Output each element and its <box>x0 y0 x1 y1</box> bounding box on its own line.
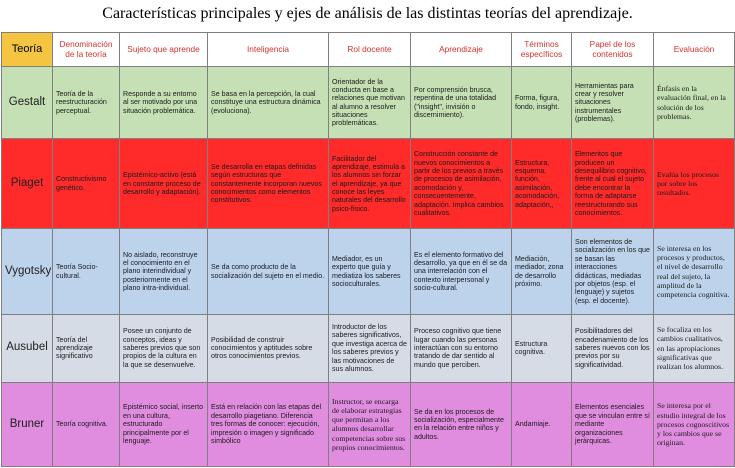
cell-inteligencia: Se da como producto de la socialización del sujeto en el medio. <box>208 229 329 314</box>
cell-contenidos: Posibilitadores del encadenamiento de los saberes nuevos con los previos por su significatividad. <box>572 314 654 382</box>
table-row <box>2 139 735 229</box>
header-contenidos: Papel de los contenidos <box>572 33 654 67</box>
header-evaluacion: Evaluación <box>654 33 735 67</box>
cell-sujeto: Epistémico social, inserto en una cultura, estructurado principalmente por el lenguaje. <box>120 382 208 466</box>
cell-denominacion: Constructivismo genético. <box>53 139 120 229</box>
cell-denominacion: Teoría de la reestructuración perceptual. <box>53 67 120 139</box>
cell-rol-docente: Introductor de los saberes significativos, que investiga acerca de los saberes previos y las motivaciones de sus alumnos. <box>329 314 411 382</box>
cell-rol-docente: Mediador, es un experto que guía y mediatiza los saberes socioculturales. <box>329 229 411 314</box>
cell-inteligencia: Se basa en la percepción, la cual constituye una estructura dinámica (evoluciona). <box>208 67 329 139</box>
cell-inteligencia: Posibilidad de construir conocimientos y aptitudes sobre otros conocimientos previos. <box>208 314 329 382</box>
theory-name: Gestalt <box>2 67 53 139</box>
cell-evaluacion: Se focaliza en los cambios cualitativos, en las apropiaciones significativas que realizan los alumnos. <box>654 314 735 382</box>
theories-table <box>1 32 735 467</box>
cell-terminos: Estructura cognitiva. <box>512 314 572 382</box>
table-row <box>2 314 735 382</box>
header-sujeto: Sujeto que aprende <box>120 33 208 67</box>
cell-contenidos: Herramientas para crear y resolver situaciones instrumentales (problemas). <box>572 67 654 139</box>
header-teoria: Teoría <box>2 33 53 67</box>
cell-rol-docente: Facilitador del aprendizaje, estimula a los alumnos sin forzar el aprendizaje, ya que conoce las leyes naturales del desarrollo psico-físico. <box>329 139 411 229</box>
table-row <box>2 382 735 466</box>
cell-aprendizaje: Proceso cognitivo que tiene lugar cuando las personas interactúan con su entorno tratando de dar sentido al mundo que perciben. <box>411 314 512 382</box>
cell-denominacion: Teoría cognitiva. <box>53 382 120 466</box>
header-rol-docente: Rol docente <box>329 33 411 67</box>
cell-aprendizaje: Por comprensión brusca, repentina de una totalidad ("insight", invisión o discernimiento). <box>411 67 512 139</box>
cell-contenidos: Elementos que producen un desequilibrio cognitivo, frente al cual el sujeto debe encontrar la forma de adaptarse reestructurando sus conocimientos. <box>572 139 654 229</box>
theory-name: Vygotsky <box>2 229 53 314</box>
cell-terminos: Forma, figura, fondo, insight. <box>512 67 572 139</box>
page-title: Características principales y ejes de análisis de las distintas teorías del aprendizaje. <box>102 5 633 22</box>
cell-sujeto: Epistémico-activo (está en constante proceso de desarrollo y adaptación). <box>120 139 208 229</box>
cell-sujeto: No aislado, reconstruye el conocimiento en el plano interindividual y posteriormente en el plano intra-individual. <box>120 229 208 314</box>
cell-terminos: Mediación, mediador, zona de desarrollo próximo. <box>512 229 572 314</box>
cell-sujeto: Responde a su entorno al ser motivado por una situación problemática. <box>120 67 208 139</box>
header-terminos: Términos específicos <box>512 33 572 67</box>
cell-terminos: Estructura, esquema, función, asimilación, acomodación, adaptación,, <box>512 139 572 229</box>
cell-evaluacion: Énfasis en la evaluación final, en la solución de los problemas. <box>654 67 735 139</box>
cell-contenidos: Elementos esenciales que se vinculan entre sí mediante organizaciones jerárquicas. <box>572 382 654 466</box>
cell-contenidos: Son elementos de socialización en los que se basan las interacciones didácticas, mediadas por objetos (esp. el lenguaje) y sujetos (esp. el docente). <box>572 229 654 314</box>
theory-name: Bruner <box>2 382 53 466</box>
cell-aprendizaje: Se da en los procesos de socialización, especialmente en la relación entre niños y adultos. <box>411 382 512 466</box>
cell-evaluacion: Evalúa los procesos por sobre los resultados. <box>654 139 735 229</box>
cell-terminos: Andamiaje. <box>512 382 572 466</box>
cell-evaluacion: Se interesa por el estudio integral de los procesos cognoscitivos y los cambios que se originan. <box>654 382 735 466</box>
theory-name: Ausubel <box>2 314 53 382</box>
theory-name: Piaget <box>2 139 53 229</box>
cell-inteligencia: Se desarrolla en etapas definidas según estructuras que constantemente incorporan nuevos conocimientos como elementos constitutivos. <box>208 139 329 229</box>
cell-rol-docente: Orientador de la conducta en base a relaciones que motivan al alumno a resolver situaciones problemáticas. <box>329 67 411 139</box>
cell-aprendizaje: Es el elemento formativo del desarrollo, ya que en él se da una interrelación con el contexto interpersonal y socio-cultural. <box>411 229 512 314</box>
cell-denominacion: Teoría del aprendizaje significativo <box>53 314 120 382</box>
cell-rol-docente: Instructor, se encarga de elaborar estrategias que permitan a los alumnos desarrollar competencias sobre sus propios conocimientos. <box>329 382 411 466</box>
cell-aprendizaje: Construcción constante de nuevos conocimientos a partir de los previos a través de procesos de asimilación, acomodación y, consecuentemente, adaptación. Implica cambios cualitativos. <box>411 139 512 229</box>
cell-denominacion: Teoría Socio-cultural. <box>53 229 120 314</box>
table-row <box>2 67 735 139</box>
header-denominacion: Denominación de la teoría <box>53 33 120 67</box>
cell-evaluacion: Se interesa en los procesos y productos, el nivel de desarrollo real del sujeto, la amplitud de la competencia cognitiva. <box>654 229 735 314</box>
table-row <box>2 229 735 314</box>
header-row <box>2 33 735 67</box>
header-inteligencia: Inteligencia <box>208 33 329 67</box>
cell-sujeto: Posee un conjunto de conceptos, ideas y saberes previos que son propios de la cultura en la que se desenvuelve. <box>120 314 208 382</box>
header-aprendizaje: Aprendizaje <box>411 33 512 67</box>
cell-inteligencia: Está en relación con las etapas del desarrollo piagetiano. Diferencia tres formas de conocer: ejecución, impresión o imagen y significado simbólico <box>208 382 329 466</box>
